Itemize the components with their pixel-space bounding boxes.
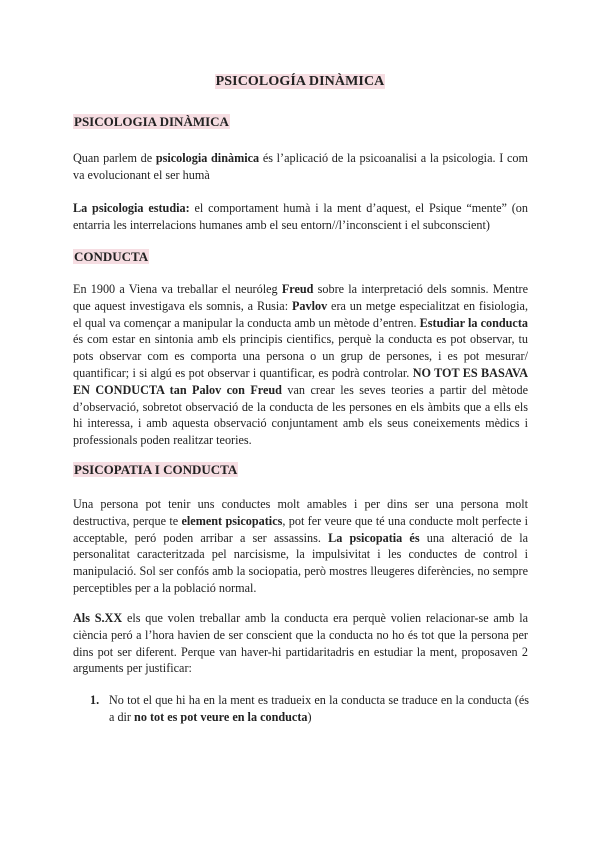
bold-run: psicologia dinàmica	[155, 151, 260, 165]
bold-run: Freud	[281, 282, 314, 296]
paragraph-psicopatia	[73, 496, 528, 597]
bold-run: La psicologia estudia:	[73, 201, 190, 215]
section-heading-text: PSICOPATIA I CONDUCTA	[74, 462, 238, 477]
paragraph-intro	[73, 150, 528, 184]
text-run: era un metge especialitzat en fisiologia, el qual va començar a manipular la conducta amb un mètode d’entren.	[73, 298, 528, 330]
text-run: van crear les seves teories a partir del mètode d’observació, sobretot observació de la conducta de les persones en els àmbits que a ells els hi interessa, i amb aquesta observació conjuntament amb els seus coneixements mèdics i professionals poden realitzar teories.	[73, 382, 528, 448]
paragraph-psicologia-estudia	[73, 200, 528, 234]
section-heading-psicopatia	[73, 462, 238, 478]
section-heading-text: CONDUCTA	[74, 249, 149, 264]
bold-run: NO TOT ES BASAVA EN CONDUCTA tan Palov con Freud	[73, 365, 529, 397]
text-run: No tot el que hi ha en la ment es tradueix en la conducta se traduce en la conducta (és a dir	[109, 693, 529, 724]
text-run: sobre la interpretació dels somnis. Mentre que aquest investigava els somnis, a Rusia:	[73, 282, 528, 313]
text-run: )	[307, 709, 312, 724]
bold-run: Pavlov	[291, 298, 328, 313]
page-title-text: PSICOLOGÍA DINÀMICA	[215, 74, 385, 89]
section-heading-conducta	[73, 249, 149, 265]
bold-run: La psicopatia és	[328, 530, 420, 545]
text-run: és com estar en sintonia amb els principis cientifics, perquè la conducta es pot observar, tu pots observar com es comporta una persona o un grup de persones, i es pot mesurar/ quantificar; i si algú es pot observar i quantificar, es podrà controlar.	[73, 332, 528, 380]
list-number: 1.	[90, 693, 100, 707]
text-run: els que volen treballar amb la conducta era perquè volien relacionar-se amb la ciència peró a l’hora havien de ser conscient que la conducta no ho és tot que la persona per dins pot ser diferent. Perque van haver-hi partidaritadris en estudiar la ment, proposaven 2 arguments per justificar:	[73, 611, 528, 676]
page-title	[0, 74, 600, 90]
text-run: Quan parlem de	[73, 151, 156, 165]
paragraph-conducta	[73, 281, 528, 449]
bold-run: element psicopatics	[181, 513, 283, 528]
text-run: és l’aplicació de la psicoanalisi a la psicologia. I com va evolucionant el ser humà	[73, 151, 528, 182]
text-run: En 1900 a Viena va treballar el neuróleg	[73, 282, 282, 296]
bold-run: no tot es pot veure en la conducta	[134, 709, 308, 724]
text-run: el comportament humà i la ment d’aquest, el Psique “mente” (on entarria les interrelacions humanes amb el seu entorn//l’inconscient i el subconscient)	[73, 201, 528, 232]
text-run: una alteració de la personalitat caracteritzada pel narcisisme, la impulsivitat i les conductes de control i manipulació. Sol ser confós amb la sociopatia, però mostres lleugeres diferències, no sempre perceptibles per a la població normal.	[73, 530, 529, 595]
text-run: Una persona pot tenir uns conductes molt amables i per dins ser una persona molt destructiva, perque te	[73, 497, 528, 528]
bold-run: Estudiar la conducta	[419, 315, 528, 330]
text-run: , pot fer veure que té una conducte molt perfecte i acceptable, peró poden arribar a ser assassins.	[73, 513, 528, 545]
section-heading-psicologia-dinamica	[73, 114, 230, 130]
section-heading-text: PSICOLOGIA DINÀMICA	[74, 114, 229, 129]
bold-run: Als S.XX	[73, 611, 123, 625]
paragraph-sxx	[73, 610, 528, 677]
list-item-text	[109, 692, 529, 726]
